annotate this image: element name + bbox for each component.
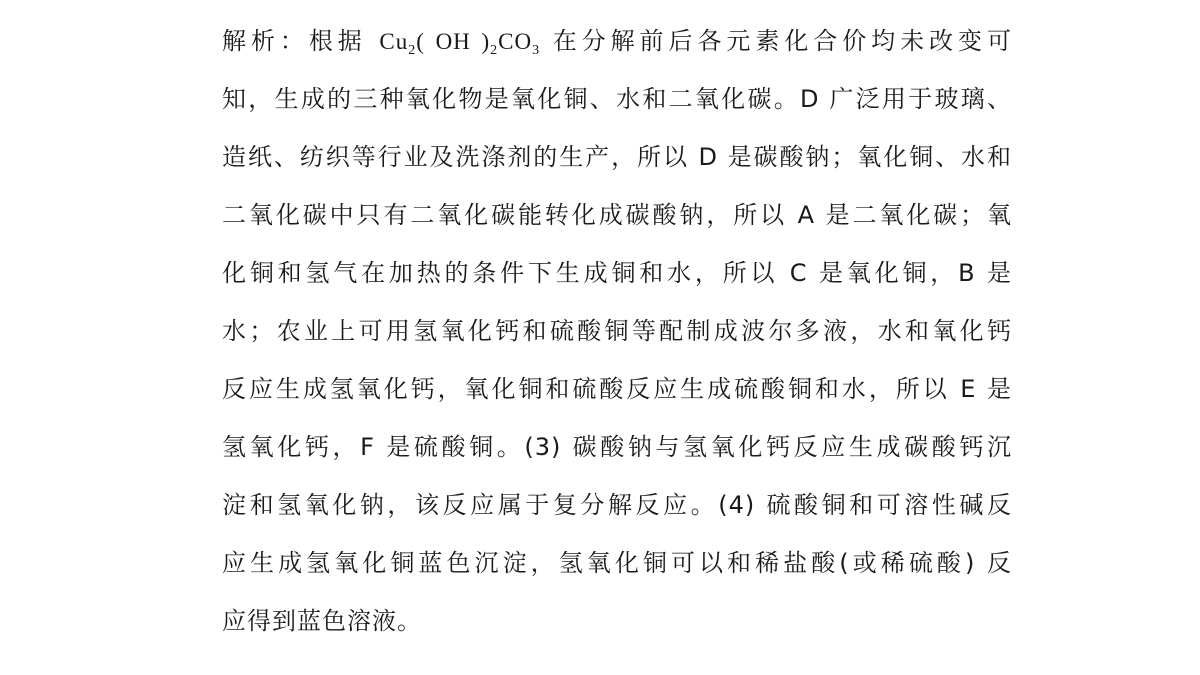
formula-oh-subscript: 2 <box>490 43 499 58</box>
text-line-6: 水；农业上可用氢氧化钙和硫酸铜等配制成波尔多液，水和氧化钙 <box>222 317 1012 345</box>
text-line-11: 应得到蓝色溶液。 <box>222 607 422 635</box>
line-1-prefix: 解析：根据 <box>222 27 380 55</box>
text-line-3: 造纸、纺织等行业及洗涤剂的生产，所以 D 是碳酸钠；氧化铜、水和 <box>222 143 1012 171</box>
text-line-5: 化铜和氢气在加热的条件下生成铜和水，所以 C 是氧化铜，B 是 <box>222 259 1012 287</box>
text-line-9: 淀和氢氧化钠，该反应属于复分解反应。(4) 硫酸铜和可溶性碱反 <box>222 491 1012 519</box>
text-line-4: 二氧化碳中只有二氧化碳能转化成碳酸钠，所以 A 是二氧化碳；氧 <box>222 201 1012 229</box>
formula-co-subscript: 3 <box>532 43 541 58</box>
text-line-2: 知，生成的三种氧化物是氧化铜、水和二氧化碳。D 广泛用于玻璃、 <box>222 85 1012 113</box>
formula-co: CO <box>498 29 533 54</box>
chemical-formula <box>379 29 541 58</box>
text-line-10: 应生成氢氧化铜蓝色沉淀，氢氧化铜可以和稀盐酸(或稀硫酸) 反 <box>222 549 1012 577</box>
formula-cu: Cu <box>379 29 409 54</box>
text-line-8: 氢氧化钙，F 是硫酸铜。(3) 碳酸钠与氢氧化钙反应生成碳酸钙沉 <box>222 433 1012 461</box>
formula-cu-subscript: 2 <box>408 43 417 58</box>
solution-paragraph <box>222 12 1012 650</box>
text-line-1 <box>222 12 1012 70</box>
formula-oh: ( OH ) <box>416 29 491 54</box>
text-line-7: 反应生成氢氧化钙，氧化铜和硫酸反应生成硫酸铜和水，所以 E 是 <box>222 375 1012 403</box>
line-1-suffix: 在分解前后各元素化合价均未改变可 <box>540 27 1012 55</box>
